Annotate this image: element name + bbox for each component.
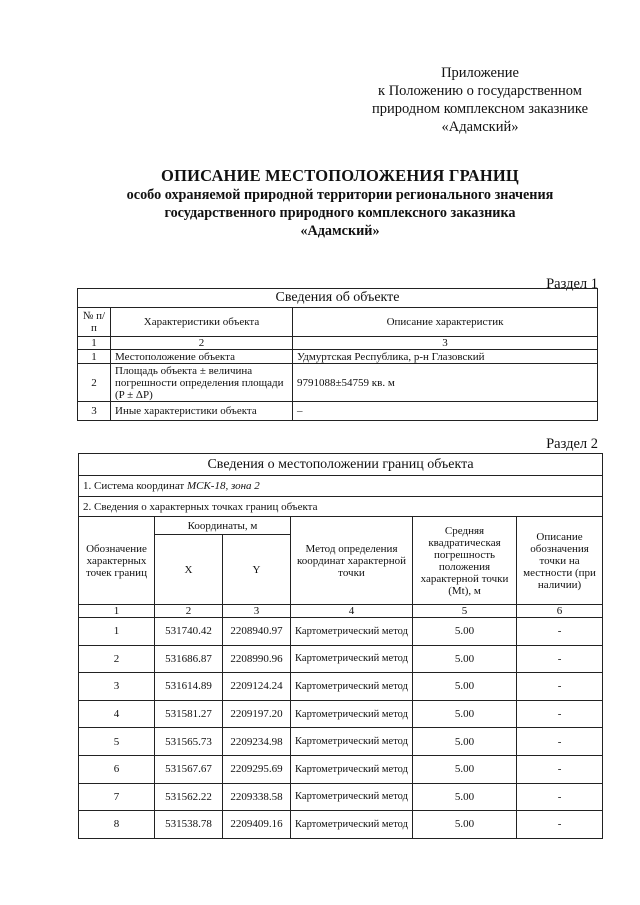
point-y: 2208990.96 xyxy=(223,645,291,673)
row-number: 2 xyxy=(78,364,111,402)
point-description: - xyxy=(517,728,603,756)
point-x: 531562.22 xyxy=(155,783,223,811)
column-number: 4 xyxy=(291,605,413,618)
appendix-line: «Адамский» xyxy=(441,119,519,135)
column-number: 2 xyxy=(111,337,293,350)
row-description: 9791088±54759 кв. м xyxy=(293,364,598,402)
point-description: - xyxy=(517,673,603,701)
row-description: Удмуртская Республика, р-н Глазовский xyxy=(293,350,598,364)
point-y: 2209338.58 xyxy=(223,783,291,811)
header-method: Метод определения координат характерной точки xyxy=(291,517,413,605)
appendix-line: Приложение xyxy=(441,65,519,81)
column-number: 2 xyxy=(155,605,223,618)
point-designation: 6 xyxy=(79,755,155,783)
row-number: 1 xyxy=(78,350,111,364)
table-row xyxy=(78,402,598,421)
title-sub: особо охраняемой природной территории регионального значения xyxy=(126,187,554,203)
table-row xyxy=(79,755,603,783)
table-row xyxy=(79,645,603,673)
point-error: 5.00 xyxy=(413,783,517,811)
header-description: Описание характеристик xyxy=(293,308,598,337)
document-title xyxy=(60,166,620,240)
column-number: 3 xyxy=(293,337,598,350)
point-error: 5.00 xyxy=(413,673,517,701)
point-y: 2209409.16 xyxy=(223,811,291,839)
row-characteristic: Местоположение объекта xyxy=(111,350,293,364)
header-num: № п/п xyxy=(78,308,111,337)
point-description: - xyxy=(517,645,603,673)
boundary-points-table xyxy=(78,453,603,839)
point-x: 531565.73 xyxy=(155,728,223,756)
column-number: 5 xyxy=(413,605,517,618)
coordinate-system-value: МСК-18, зона 2 xyxy=(186,480,260,492)
table-row xyxy=(79,673,603,701)
point-designation: 7 xyxy=(79,783,155,811)
row-description: – xyxy=(293,402,598,421)
table-row xyxy=(79,618,603,646)
point-y: 2209197.20 xyxy=(223,700,291,728)
point-x: 531567.67 xyxy=(155,755,223,783)
table-row xyxy=(79,700,603,728)
header-error: Средняя квадратическая погрешность положения характерной точки (Mt), м xyxy=(413,517,517,605)
column-number: 6 xyxy=(517,605,603,618)
row-number: 3 xyxy=(78,402,111,421)
points-caption: 2. Сведения о характерных точках границ объекта xyxy=(79,497,603,517)
point-description: - xyxy=(517,700,603,728)
table-caption: Сведения об объекте xyxy=(78,289,598,308)
table-row xyxy=(79,728,603,756)
point-method: Картометрический метод xyxy=(291,700,413,728)
table-row xyxy=(79,811,603,839)
point-method: Картометрический метод xyxy=(291,783,413,811)
point-x: 531581.27 xyxy=(155,700,223,728)
point-error: 5.00 xyxy=(413,811,517,839)
point-method: Картометрический метод xyxy=(291,673,413,701)
table-caption: Сведения о местоположении границ объекта xyxy=(79,454,603,476)
table-row xyxy=(78,364,598,402)
table-row xyxy=(78,350,598,364)
point-error: 5.00 xyxy=(413,618,517,646)
point-x: 531538.78 xyxy=(155,811,223,839)
appendix-line: к Положению о государственном xyxy=(378,83,582,99)
header-point-description: Описание обозначения точки на местности (при наличии) xyxy=(517,517,603,605)
point-designation: 5 xyxy=(79,728,155,756)
points-body xyxy=(79,618,603,839)
point-y: 2209295.69 xyxy=(223,755,291,783)
row-characteristic: Иные характеристики объекта xyxy=(111,402,293,421)
header-designation: Обозначение характерных точек границ xyxy=(79,517,155,605)
point-error: 5.00 xyxy=(413,755,517,783)
header-y: Y xyxy=(223,535,291,605)
point-method: Картометрический метод xyxy=(291,645,413,673)
section1-label: Раздел 1 xyxy=(546,276,598,292)
point-x: 531614.89 xyxy=(155,673,223,701)
header-characteristic: Характеристики объекта xyxy=(111,308,293,337)
column-number: 1 xyxy=(79,605,155,618)
point-description: - xyxy=(517,783,603,811)
point-error: 5.00 xyxy=(413,728,517,756)
coordinate-system-prefix: 1. Система координат xyxy=(83,480,187,492)
point-method: Картометрический метод xyxy=(291,811,413,839)
point-description: - xyxy=(517,811,603,839)
section2-label: Раздел 2 xyxy=(546,436,598,452)
appendix-block xyxy=(360,64,600,136)
row-characteristic: Площадь объекта ± величина погрешности определения площади (P ± ΔP) xyxy=(111,364,293,402)
appendix-line: природном комплексном заказнике xyxy=(371,101,589,117)
title-sub: государственного природного комплексного заказника xyxy=(164,205,516,221)
point-method: Картометрический метод xyxy=(291,728,413,756)
table-row xyxy=(79,783,603,811)
header-x: X xyxy=(155,535,223,605)
point-y: 2209234.98 xyxy=(223,728,291,756)
header-coordinates: Координаты, м xyxy=(155,517,291,535)
point-designation: 8 xyxy=(79,811,155,839)
point-x: 531686.87 xyxy=(155,645,223,673)
point-error: 5.00 xyxy=(413,645,517,673)
point-description: - xyxy=(517,618,603,646)
point-description: - xyxy=(517,755,603,783)
point-y: 2208940.97 xyxy=(223,618,291,646)
title-main: ОПИСАНИЕ МЕСТОПОЛОЖЕНИЯ ГРАНИЦ xyxy=(161,166,519,185)
point-method: Картометрический метод xyxy=(291,618,413,646)
point-method: Картометрический метод xyxy=(291,755,413,783)
title-sub: «Адамский» xyxy=(300,223,380,239)
point-designation: 3 xyxy=(79,673,155,701)
point-x: 531740.42 xyxy=(155,618,223,646)
point-error: 5.00 xyxy=(413,700,517,728)
point-designation: 2 xyxy=(79,645,155,673)
column-number: 1 xyxy=(78,337,111,350)
coordinate-system xyxy=(79,476,603,497)
point-y: 2209124.24 xyxy=(223,673,291,701)
object-info-table xyxy=(77,288,598,421)
point-designation: 1 xyxy=(79,618,155,646)
column-number: 3 xyxy=(223,605,291,618)
point-designation: 4 xyxy=(79,700,155,728)
